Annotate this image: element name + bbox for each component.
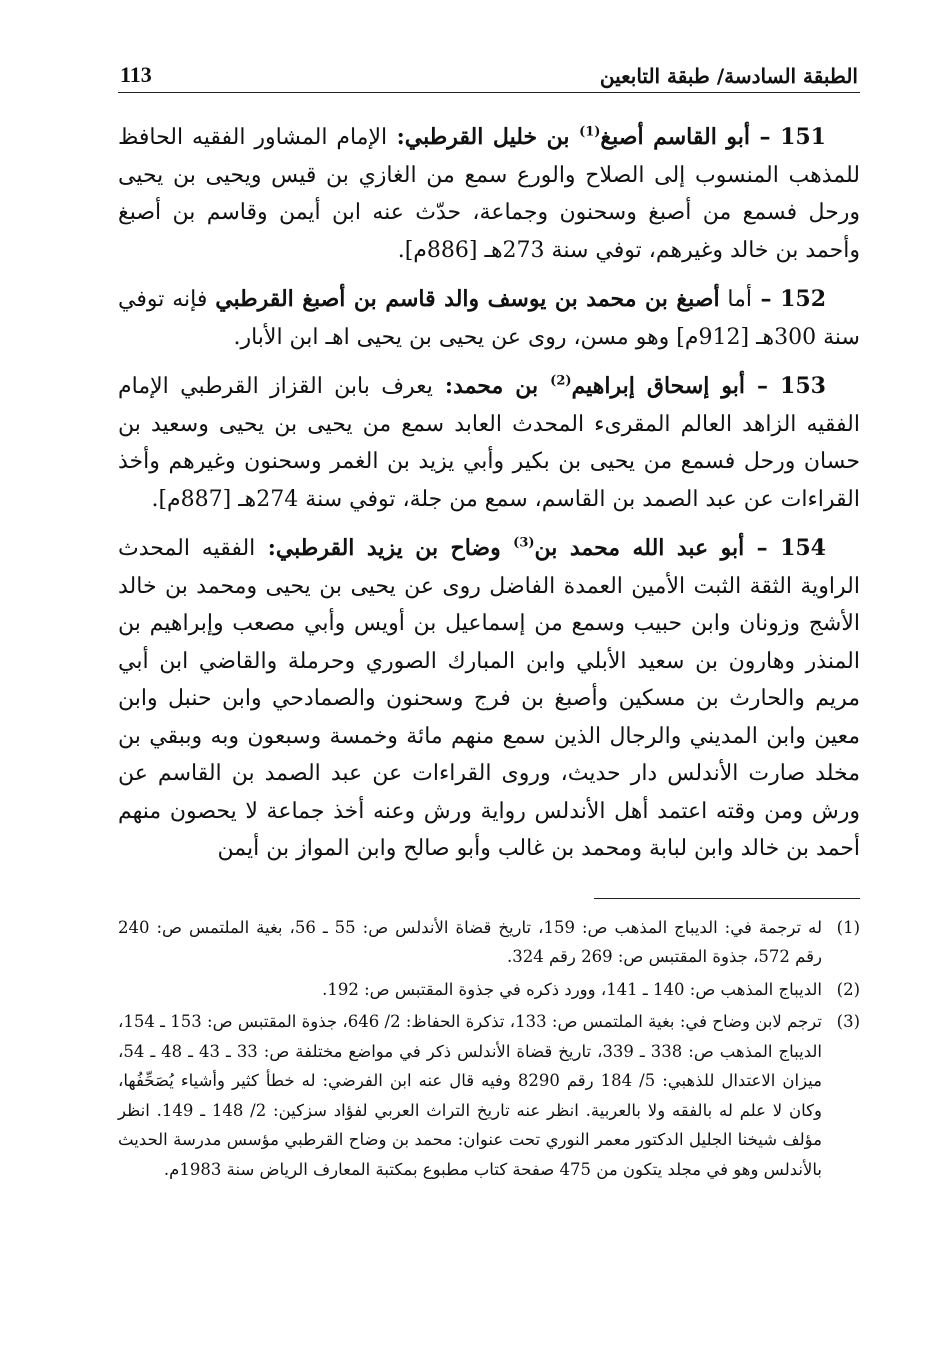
- footnote-number: (1): [836, 917, 860, 937]
- entry-number: 154 – أبو عبد الله محمد بن$^{(3)}$ وضاح بن يزيد القرطبي:: [255, 535, 826, 561]
- entry-number: 152 –: [752, 286, 827, 312]
- entry-number: 151 – أبو القاسم أصبغ$^{(1)}$ بن خليل القرطبي:: [387, 124, 826, 150]
- footnote-number: (3): [836, 1012, 860, 1031]
- footnote-3: [118, 1007, 860, 1184]
- entry-body: الفقيه المحدث الراوية الثقة الثبت الأمين العمدة الفاضل روى عن يحيى بن يحيى ومحمد بن خالد الأشج وزونان وابن حبيب وسمع من إسماعيل بن أويس وأبي مصعب وإبراهيم بن المنذر وهارون بن سعيد الأبلي وابن المبارك الصوري وحرملة والقاضي ابن أبي مريم والحارث بن مسكين وأصبغ بن فرج وسحنون والصمادحي وابن حنبل وابن معين وابن المديني والرجال الذين سمع منهم مائة وخمسة وسبعون وبه وببقي بن مخلد صارت الأندلس دار حديث، وروى القراءات عن عبد الصمد بن القاسم عن ورش ومن وقته اعتمد أهل الأندلس رواية ورش وعنه أخذ جماعة لا يحصون منهم أحمد بن خالد وابن لبابة ومحمد بن غالب وأبو صالح وابن المواز بن أيمن: [118, 536, 860, 861]
- footnote-number: (2): [836, 979, 860, 999]
- entry-name-rest: بن خليل القرطبي:: [387, 124, 580, 150]
- footnote-2: [118, 975, 860, 1005]
- footnote-text: له ترجمة في: الديباج المذهب ص: 159، تاريخ قضاة الأندلس ص: 55 ـ 56، بغية الملتمس ص: 240 رقم 572، جذوة المقتبس ص: 269 رقم 324.: [118, 917, 823, 966]
- footnote-1: [118, 913, 860, 972]
- entry-body: فإنه توفي سنة 300هـ [912م] وهو مسن، روى عن يحيى بن يحيى اهـ ابن الأبار.: [118, 287, 860, 350]
- entry-152: [118, 281, 860, 356]
- footnote-ref[interactable]: (1): [579, 124, 601, 140]
- page-number: 113: [120, 62, 152, 87]
- footnotes: [118, 913, 860, 1185]
- entry-153: [118, 368, 860, 518]
- running-header: [118, 54, 860, 93]
- entry-number: 153 – أبو إسحاق إبراهيم$^{(2)}$ بن محمد:: [432, 373, 826, 399]
- entry-intro: أما: [719, 287, 753, 312]
- entry-body: الإمام المشاور الفقيه الحافظ للمذهب المنسوب إلى الصلاح والورع سمع من الغازي بن قيس ويحيى بن يحيى ورحل فسمع من أصبغ وسحنون وجماعة، حدّث عنه ابن أيمن وقاسم بن أصبغ وأحمد بن خالد وغيرهم، توفي سنة 273هـ [886م].: [118, 125, 860, 263]
- biography-entries: [118, 119, 860, 868]
- entry-body: يعرف بابن القزاز القرطبي الإمام الفقيه الزاهد العالم المقرىء المحدث العابد سمع من يحيى بن يحيى وسعيد بن حسان ورحل فسمع من يحيى بن بكير وأبي يزيد بن الغمر وسحنون وغيرهم وأخذ القراءات عن عبد الصمد بن القاسم، سمع من جلة، توفي سنة 274هـ [887م].: [118, 374, 860, 512]
- footnote-text: ترجم لابن وضاح في: بغية الملتمس ص: 133، تذكرة الحفاظ: 2/ 646، جذوة المقتبس ص: 153 ـ 154، الديباج المذهب ص: 338 ـ 339، تاريخ قضاة الأندلس ذكر في مواضع مختلفة ص: 33 ـ 43 ـ 48 ـ 54، ميزان الاعتدال للذهبي: 5/ 184 رقم 8290 وفيه قال عنه ابن الفرضي: له خطأ كثير وأشياء يُصَحِّفُها، وكان لا علم له بالفقه ولا بالعربية. انظر عنه تاريخ التراث العربي لفؤاد سزكين: 2/ 148 ـ 149. انظر مؤلف شيخنا الجليل الدكتور معمر النوري تحت عنوان: محمد بن وضاح القرطبي مؤسس مدرسة الحديث بالأندلس وهو في مجلد يتكون من 475 صفحة كتاب مطبوع بمكتبة المعارف الرياض سنة 1983م.: [118, 1012, 823, 1179]
- entry-name: أبو عبد الله محمد بن: [534, 535, 745, 561]
- entry-name: أبو إسحاق إبراهيم: [571, 373, 746, 399]
- entry-name-rest: بن محمد:: [432, 373, 551, 399]
- entry-name: أبو القاسم أصبغ: [600, 124, 750, 150]
- footnote-ref[interactable]: (3): [513, 535, 535, 551]
- footnote-text: الديباج المذهب ص: 140 ـ 141، وورد ذكره في جذوة المقتبس ص: 192.: [322, 979, 822, 999]
- entry-name-rest: وضاح بن يزيد القرطبي:: [255, 535, 514, 561]
- entry-154: [118, 530, 860, 868]
- footnote-ref[interactable]: (2): [550, 373, 572, 389]
- entry-151: [118, 119, 860, 269]
- header-title: الطبقة السادسة/ طبقة التابعين: [599, 64, 858, 88]
- footnote-divider: [594, 898, 860, 899]
- book-page: [118, 54, 860, 1187]
- entry-name: أصبغ بن محمد بن يوسف والد قاسم بن أصبغ القرطبي: [215, 286, 720, 312]
